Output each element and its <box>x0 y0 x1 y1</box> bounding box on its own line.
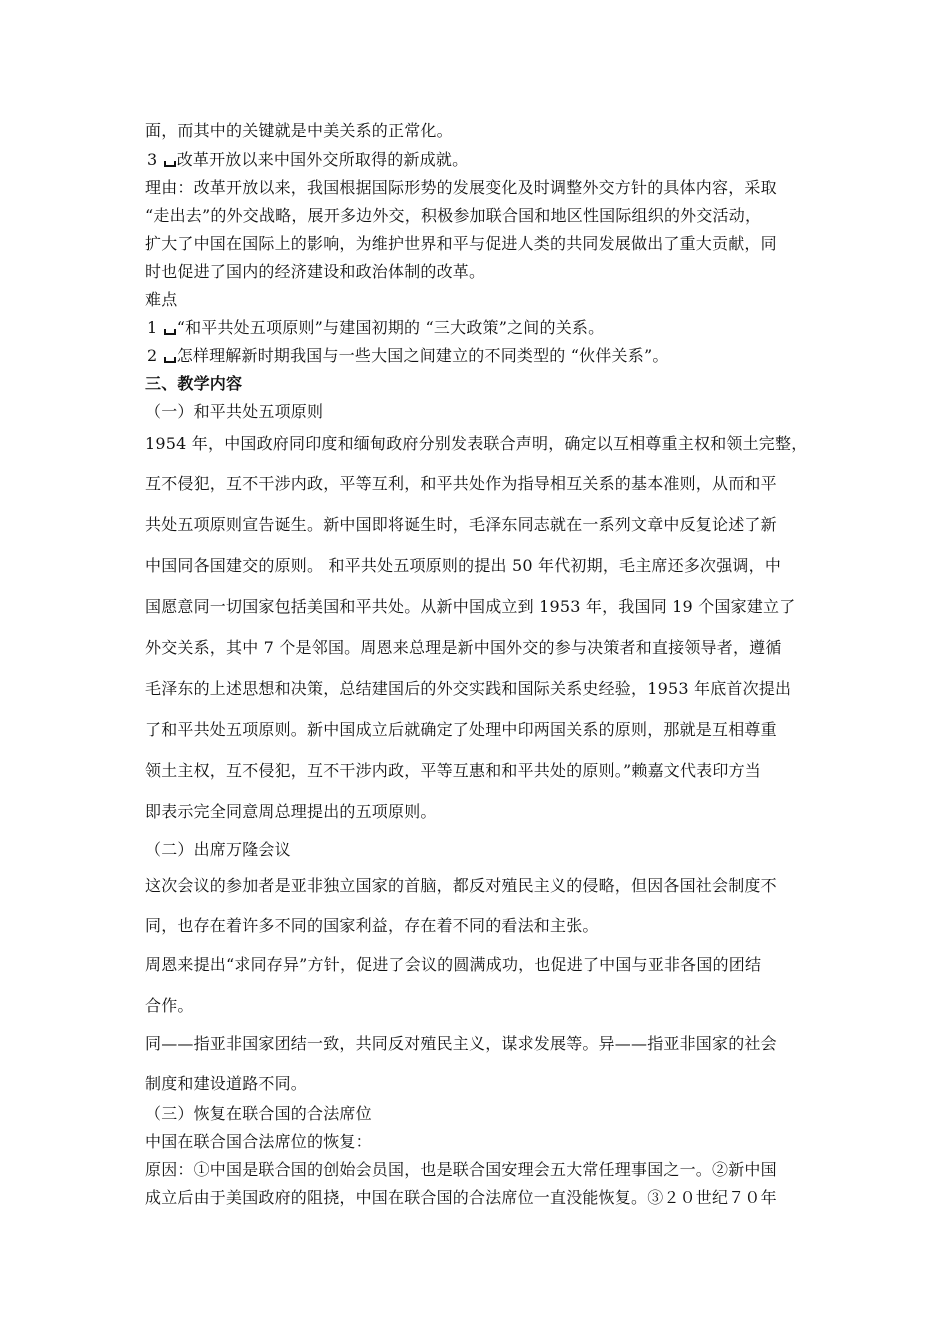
text-line: 扩大了中国在国际上的影响，为维护世界和平与促进人类的共同发展做出了重大贡献，同 <box>145 234 777 253</box>
subsection-heading: （三）恢复在联合国的合法席位 <box>145 1104 372 1123</box>
space-mark-icon <box>164 161 176 167</box>
text-line: 了和平共处五项原则。新中国成立后就确定了处理中印两国关系的原则，那就是互相尊重 <box>145 720 777 739</box>
text-line: 成立后由于美国政府的阻挠，中国在联合国的合法席位一直没能恢复。③２０世纪７０年 <box>145 1188 777 1207</box>
list-item <box>147 343 827 369</box>
text-line: 这次会议的参加者是亚非独立国家的首脑，都反对殖民主义的侵略，但因各国社会制度不 <box>145 876 777 895</box>
text-line: 外交关系，其中 7 个是邻国。周恩来总理是新中国外交的参与决策者和直接领导者，遵循 <box>145 638 782 657</box>
section-label: 难点 <box>145 290 178 309</box>
list-number: 2 <box>147 346 158 365</box>
text-line: 理由：改革开放以来，我国根据国际形势的发展变化及时调整外交方针的具体内容，采取 <box>145 178 777 197</box>
section-heading: 三、教学内容 <box>145 374 243 393</box>
list-number: 3 <box>147 150 158 169</box>
text-line: 同——指亚非国家团结一致，共同反对殖民主义，谋求发展等。异——指亚非国家的社会 <box>145 1034 777 1053</box>
text-line: 中国同各国建交的原则。 和平共处五项原则的提出 50 年代初期，毛主席还多次强调，中 <box>145 556 782 575</box>
space-mark-icon <box>164 329 176 335</box>
text-line: 毛泽东的上述思想和决策，总结建国后的外交实践和国际关系史经验，1953 年底首次提出 <box>145 679 792 698</box>
text-line: 互不侵犯，互不干涉内政，平等互利，和平共处作为指导相互关系的基本准则，从而和平 <box>145 474 777 493</box>
list-item-text: 怎样理解新时期我国与一些大国之间建立的不同类型的 “伙伴关系”。 <box>176 346 669 365</box>
text-line: 同，也存在着许多不同的国家利益，存在着不同的看法和主张。 <box>145 916 599 935</box>
text-line: 国愿意同一切国家包括美国和平共处。从新中国成立到 1953 年，我国同 19 个国家建立了 <box>145 597 796 616</box>
text-line: 中国在联合国合法席位的恢复： <box>145 1132 372 1151</box>
list-number: 1 <box>147 318 158 337</box>
text-line: 时也促进了国内的经济建设和政治体制的改革。 <box>145 262 486 281</box>
list-item <box>147 315 827 341</box>
space-mark-icon <box>164 357 176 363</box>
list-item-text: 改革开放以来中国外交所取得的新成就。 <box>176 150 469 169</box>
text-line: 合作。 <box>145 996 194 1015</box>
subsection-heading: （一）和平共处五项原则 <box>145 402 324 421</box>
text-line: 即表示完全同意周总理提出的五项原则。 <box>145 802 437 821</box>
subsection-heading: （二）出席万隆会议 <box>145 840 291 859</box>
text-line: 面，而其中的关键就是中美关系的正常化。 <box>145 121 453 140</box>
list-item <box>147 147 827 173</box>
text-line: “走出去”的外交战略，展开多边外交，积极参加联合国和地区性国际组织的外交活动， <box>145 206 762 225</box>
text-line: 周恩来提出“求同存异”方针，促进了会议的圆满成功，也促进了中国与亚非各国的团结 <box>145 955 762 974</box>
text-line: 领土主权，互不侵犯，互不干涉内政，平等互惠和和平共处的原则。”赖嘉文代表印方当 <box>145 761 761 780</box>
text-line: 制度和建设道路不同。 <box>145 1074 308 1093</box>
list-item-text: “和平共处五项原则”与建国初期的 “三大政策”之间的关系。 <box>176 318 605 337</box>
text-line: 1954 年，中国政府同印度和缅甸政府分别发表联合声明，确定以互相尊重主权和领土完整， <box>145 434 808 453</box>
text-line: 共处五项原则宣告诞生。新中国即将诞生时，毛泽东同志就在一系列文章中反复论述了新 <box>145 515 777 534</box>
text-line: 原因：①中国是联合国的创始会员国，也是联合国安理会五大常任理事国之一。②新中国 <box>145 1160 777 1179</box>
